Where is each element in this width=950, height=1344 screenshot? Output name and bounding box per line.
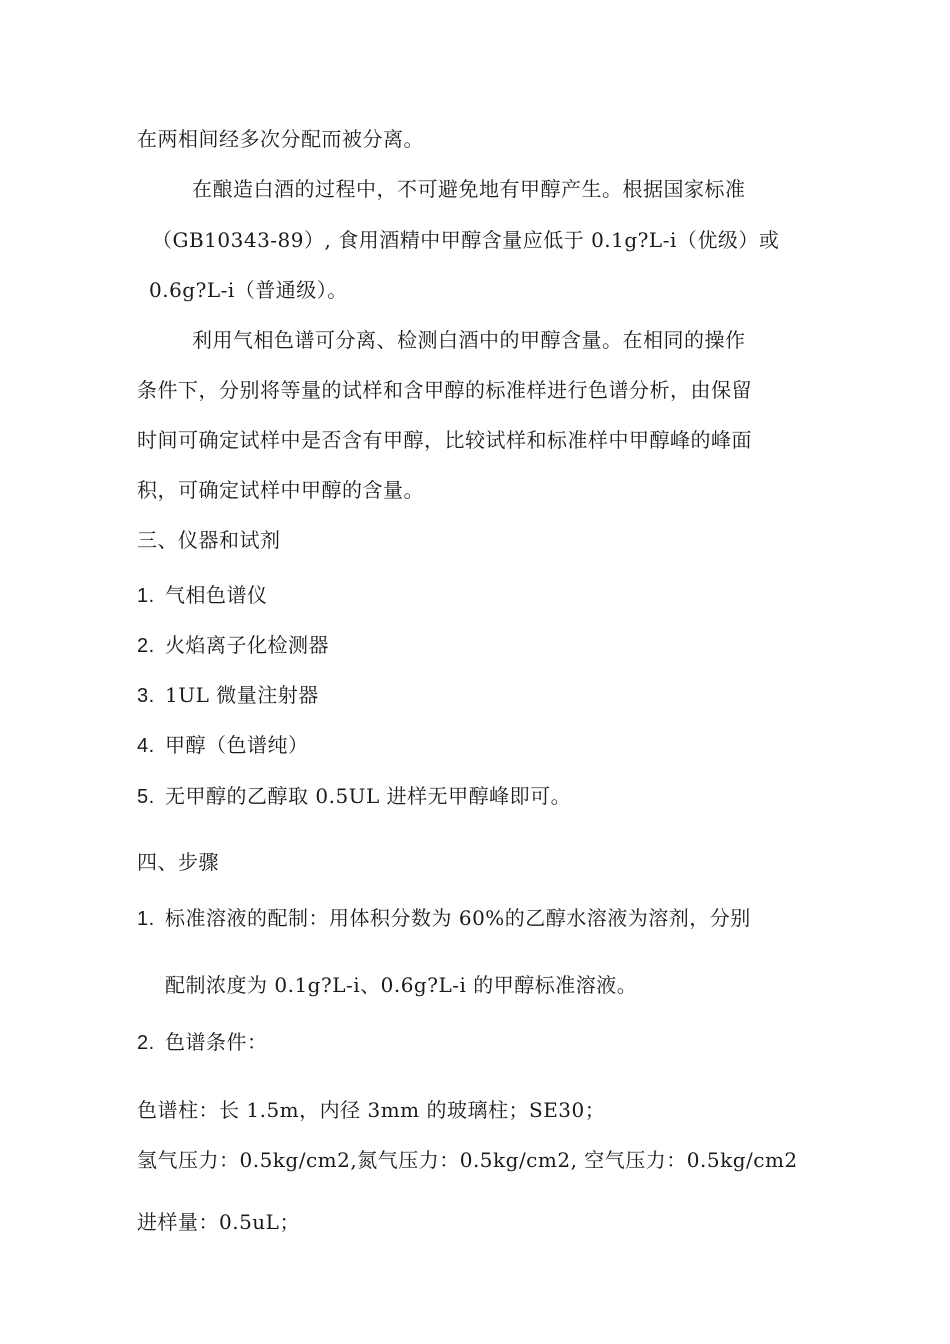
list-item-number: 3. (137, 685, 155, 707)
paragraph-line: 在酿造白酒的过程中，不可避免地有甲醇产生。根据国家标准 (192, 177, 746, 201)
pressure-spec: 氢气压力：0.5kg/cm2,氮气压力：0.5kg/cm2, 空气压力：0.5kg/cm2 (137, 1148, 798, 1172)
list-item-text: 气相色谱仪 (165, 583, 268, 607)
list-item-text: 色谱条件： (165, 1030, 268, 1054)
list-item-number: 4. (137, 735, 155, 757)
column-spec: 色谱柱：长 1.5m，内径 3mm 的玻璃柱；SE30； (137, 1098, 606, 1122)
list-item-text: 无甲醇的乙醇取 0.5UL 进样无甲醇峰即可。 (165, 784, 572, 808)
list-item (137, 681, 319, 710)
list-item (137, 581, 268, 610)
list-item (137, 631, 329, 660)
paragraph-line: （GB10343-89）, 食用酒精中甲醇含量应低于 0.1g?L-i（优级）或 (152, 228, 780, 252)
list-item-text: 火焰离子化检测器 (165, 633, 329, 657)
list-item (137, 782, 571, 811)
paragraph-line: 时间可确定试样中是否含有甲醇，比较试样和标准样中甲醇峰的峰面 (137, 428, 752, 452)
list-item-number: 1. (137, 585, 155, 607)
list-item (137, 904, 751, 933)
paragraph-line: 在两相间经多次分配而被分离。 (137, 127, 424, 151)
list-item-continuation: 配制浓度为 0.1g?L-i、0.6g?L-i 的甲醇标准溶液。 (165, 973, 638, 997)
injection-spec: 进样量：0.5uL； (137, 1210, 300, 1234)
list-item-text: 1UL 微量注射器 (165, 683, 319, 707)
list-item-number: 2. (137, 1032, 155, 1054)
list-item-number: 1. (137, 908, 155, 930)
paragraph-line: 0.6g?L-i（普通级）。 (149, 278, 348, 302)
section-heading: 四、步骤 (137, 850, 219, 874)
paragraph-line: 积，可确定试样中甲醇的含量。 (137, 478, 424, 502)
list-item-number: 5. (137, 786, 155, 808)
list-item-number: 2. (137, 635, 155, 657)
paragraph-line: 利用气相色谱可分离、检测白酒中的甲醇含量。在相同的操作 (192, 328, 746, 352)
list-item (137, 1028, 268, 1057)
paragraph-line: 条件下，分别将等量的试样和含甲醇的标准样进行色谱分析，由保留 (137, 378, 752, 402)
list-item-text: 标准溶液的配制：用体积分数为 60%的乙醇水溶液为溶剂，分别 (165, 906, 751, 930)
list-item-text: 甲醇（色谱纯） (165, 733, 309, 757)
list-item (137, 731, 309, 760)
section-heading: 三、仪器和试剂 (137, 528, 281, 552)
